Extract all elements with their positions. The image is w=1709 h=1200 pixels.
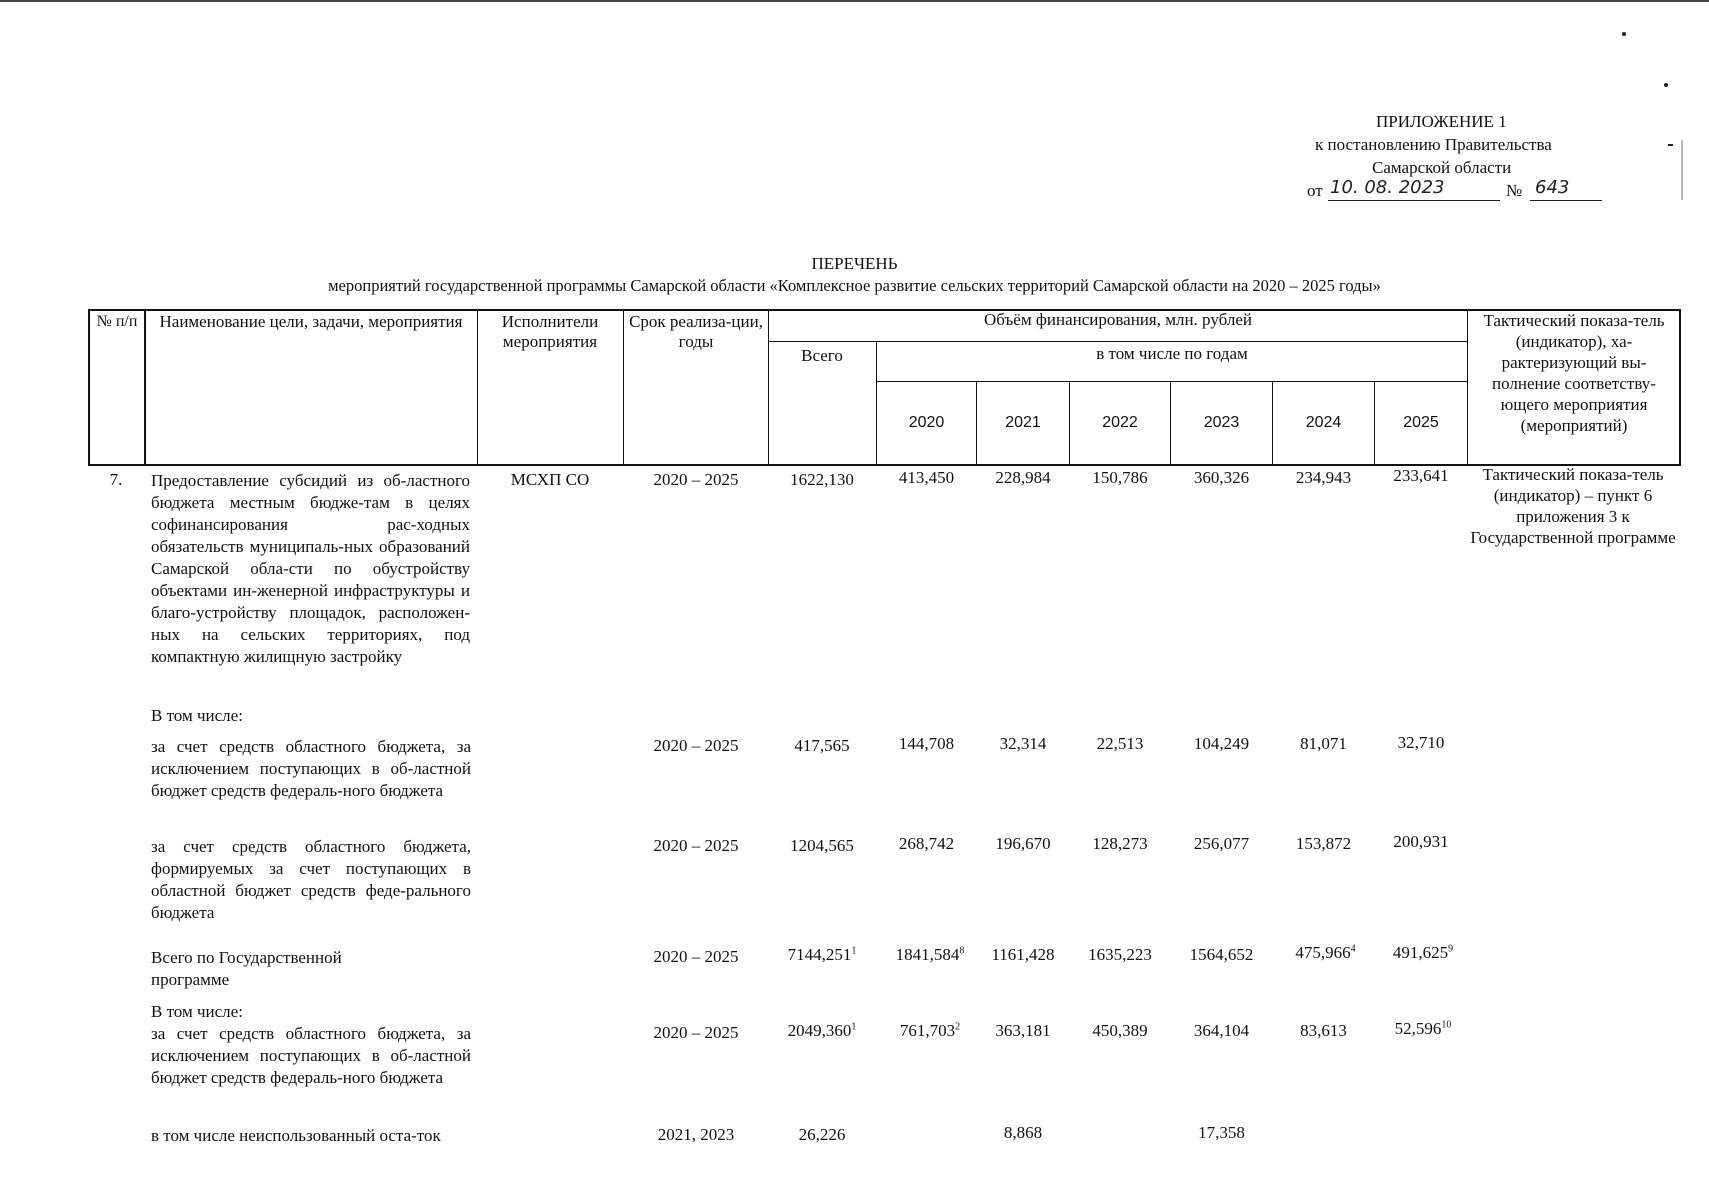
scan-speck xyxy=(1664,83,1668,87)
date-value-handwritten: 10. 08. 2023 xyxy=(1330,177,1445,198)
header-period: Срок реализа-ции, годы xyxy=(629,312,763,351)
row-value: 761,703$^2$ xyxy=(899,1021,961,1040)
row-period: 2020 – 2025 xyxy=(653,836,739,855)
row-value: 150,786 xyxy=(1092,468,1148,487)
header-by-years: в том числе по годам xyxy=(1096,344,1248,363)
scan-edge xyxy=(1681,140,1683,200)
col-border xyxy=(144,309,146,466)
row-value: 1161,428 xyxy=(991,945,1055,964)
row-name: в том числе неиспользованный оста-ток xyxy=(151,1126,441,1145)
row-value: 1564,652 xyxy=(1189,945,1254,964)
row-value: 196,670 xyxy=(995,834,1051,853)
row-value: 22,513 xyxy=(1096,734,1144,753)
col-border xyxy=(976,382,977,466)
row-value: 256,077 xyxy=(1193,834,1250,853)
row-total: 417,565 xyxy=(794,736,850,755)
row-value: 104,249 xyxy=(1193,734,1250,753)
row-border xyxy=(876,381,1467,382)
row-value: 234,943 xyxy=(1295,468,1352,487)
col-border xyxy=(1679,309,1681,466)
row-name: за счет средств областного бюджета, формируемых за счет поступающих в областной бюджет средств феде-рального бюджета xyxy=(151,837,471,922)
header-num: № п/п xyxy=(96,313,138,330)
scan-speck xyxy=(1622,32,1626,36)
subsection-label: В том числе: xyxy=(151,706,243,725)
col-border xyxy=(1069,382,1070,466)
row-value: 364,104 xyxy=(1193,1021,1250,1040)
row-value: 475,966$^4$ xyxy=(1295,943,1356,962)
row-value: 32,710 xyxy=(1397,733,1445,752)
header-year: 2020 xyxy=(908,414,945,431)
row-period: 2020 – 2025 xyxy=(653,736,739,755)
row-value: 83,613 xyxy=(1300,1021,1347,1040)
appendix-title: ПРИЛОЖЕНИЕ 1 xyxy=(1376,112,1507,131)
document-heading: ПЕРЕЧЕНЬ xyxy=(811,254,898,273)
header-year: 2021 xyxy=(1005,414,1041,431)
row-value: 1635,223 xyxy=(1088,945,1152,964)
row-period: 2020 – 2025 xyxy=(653,947,739,966)
row-total: 26,226 xyxy=(798,1125,846,1144)
date-underline xyxy=(1328,200,1500,201)
header-name: Наименование цели, задачи, мероприятия xyxy=(159,312,463,331)
row-executor: МСХП СО xyxy=(510,470,590,489)
header-year: 2022 xyxy=(1102,414,1138,431)
header-funding: Объём финансирования, млн. рублей xyxy=(984,310,1252,329)
row-period: 2020 – 2025 xyxy=(653,470,739,489)
number-prefix: № xyxy=(1506,181,1523,200)
header-indicator: Тактический показа-тель (индикатор), ха-рактеризующий вы-полнение соответству-ющего мероприятия (мероприятий) xyxy=(1483,311,1665,435)
scan-top-edge xyxy=(0,0,1709,2)
col-border xyxy=(1170,382,1171,466)
col-border xyxy=(1374,382,1375,466)
row-value: 52,596$^{10}$ xyxy=(1394,1019,1452,1038)
header-total: Всего xyxy=(801,346,843,365)
row-period: 2021, 2023 xyxy=(657,1125,735,1144)
row-name: Всего по Государственной программе xyxy=(151,948,342,989)
header-executors: Исполнители мероприятия xyxy=(501,312,599,351)
row-value: 144,708 xyxy=(898,734,955,753)
row-value: 268,742 xyxy=(898,834,955,853)
row-value: 81,071 xyxy=(1300,734,1347,753)
appendix-line1: к постановлению Правительства xyxy=(1315,135,1552,154)
col-border xyxy=(1467,309,1468,466)
row-num: 7. xyxy=(109,470,123,489)
row-indicator: Тактический показа-тель (индикатор) – пункт 6 приложения 3 к Государственной программе xyxy=(1470,465,1676,547)
row-value: 228,984 xyxy=(995,468,1051,487)
row-value: 200,931 xyxy=(1393,832,1449,851)
row-value: 153,872 xyxy=(1295,834,1352,853)
row-value: 32,314 xyxy=(999,734,1047,753)
row-value: 128,273 xyxy=(1092,834,1148,853)
col-border xyxy=(88,309,90,466)
appendix-line2: Самарской области xyxy=(1372,158,1512,177)
row-total: 1204,565 xyxy=(790,836,854,855)
document-subheading: мероприятий государственной программы Самарской области «Комплексное развитие сельских территорий Самарской области на 2020 – 2025 годы» xyxy=(328,276,1381,295)
date-prefix: от xyxy=(1307,181,1323,200)
col-border xyxy=(876,342,877,466)
row-value: 1841,584$^8$ xyxy=(895,945,965,964)
header-year: 2025 xyxy=(1403,414,1439,431)
header-year: 2024 xyxy=(1305,414,1342,431)
row-value: 363,181 xyxy=(995,1021,1051,1040)
row-value: 8,868 xyxy=(1003,1123,1043,1142)
row-total: 7144,251$^1$ xyxy=(787,945,857,964)
row-value: 491,625$^9$ xyxy=(1392,943,1454,962)
row-name: Предоставление субсидий из об-ластного бюджета местным бюдже-там в целях софинансирования рас-ходных обязательств муниципаль-ных образований Самарской обла-сти по обустройству объектами ин-женерной инфраструктуры и благо-устройству площадок, расположен-ных на сельских территориях, под компактную жилищную застройку xyxy=(151,471,470,666)
col-border xyxy=(1272,382,1273,466)
scan-speck xyxy=(1668,144,1673,146)
header-year: 2023 xyxy=(1203,414,1240,431)
row-name: за счет средств областного бюджета, за исключением поступающих в об-ластной бюджет средств федераль-ного бюджета xyxy=(151,1024,471,1087)
row-name: за счет средств областного бюджета, за исключением поступающих в об-ластной бюджет средств федераль-ного бюджета xyxy=(151,737,471,800)
col-border xyxy=(768,309,769,466)
number-underline xyxy=(1530,200,1602,201)
col-border xyxy=(623,309,624,466)
col-border xyxy=(477,309,478,466)
row-value: 413,450 xyxy=(898,468,955,487)
row-value: 450,389 xyxy=(1092,1021,1148,1040)
row-value: 17,358 xyxy=(1198,1123,1245,1142)
number-value-handwritten: 643 xyxy=(1535,177,1570,198)
row-name-prefix: В том числе: xyxy=(151,1002,243,1021)
row-total: 1622,130 xyxy=(790,470,854,489)
row-value: 233,641 xyxy=(1393,466,1449,485)
row-border xyxy=(768,341,1467,342)
row-total: 2049,360$^1$ xyxy=(787,1021,857,1040)
row-period: 2020 – 2025 xyxy=(653,1023,739,1042)
row-value: 360,326 xyxy=(1193,468,1250,487)
